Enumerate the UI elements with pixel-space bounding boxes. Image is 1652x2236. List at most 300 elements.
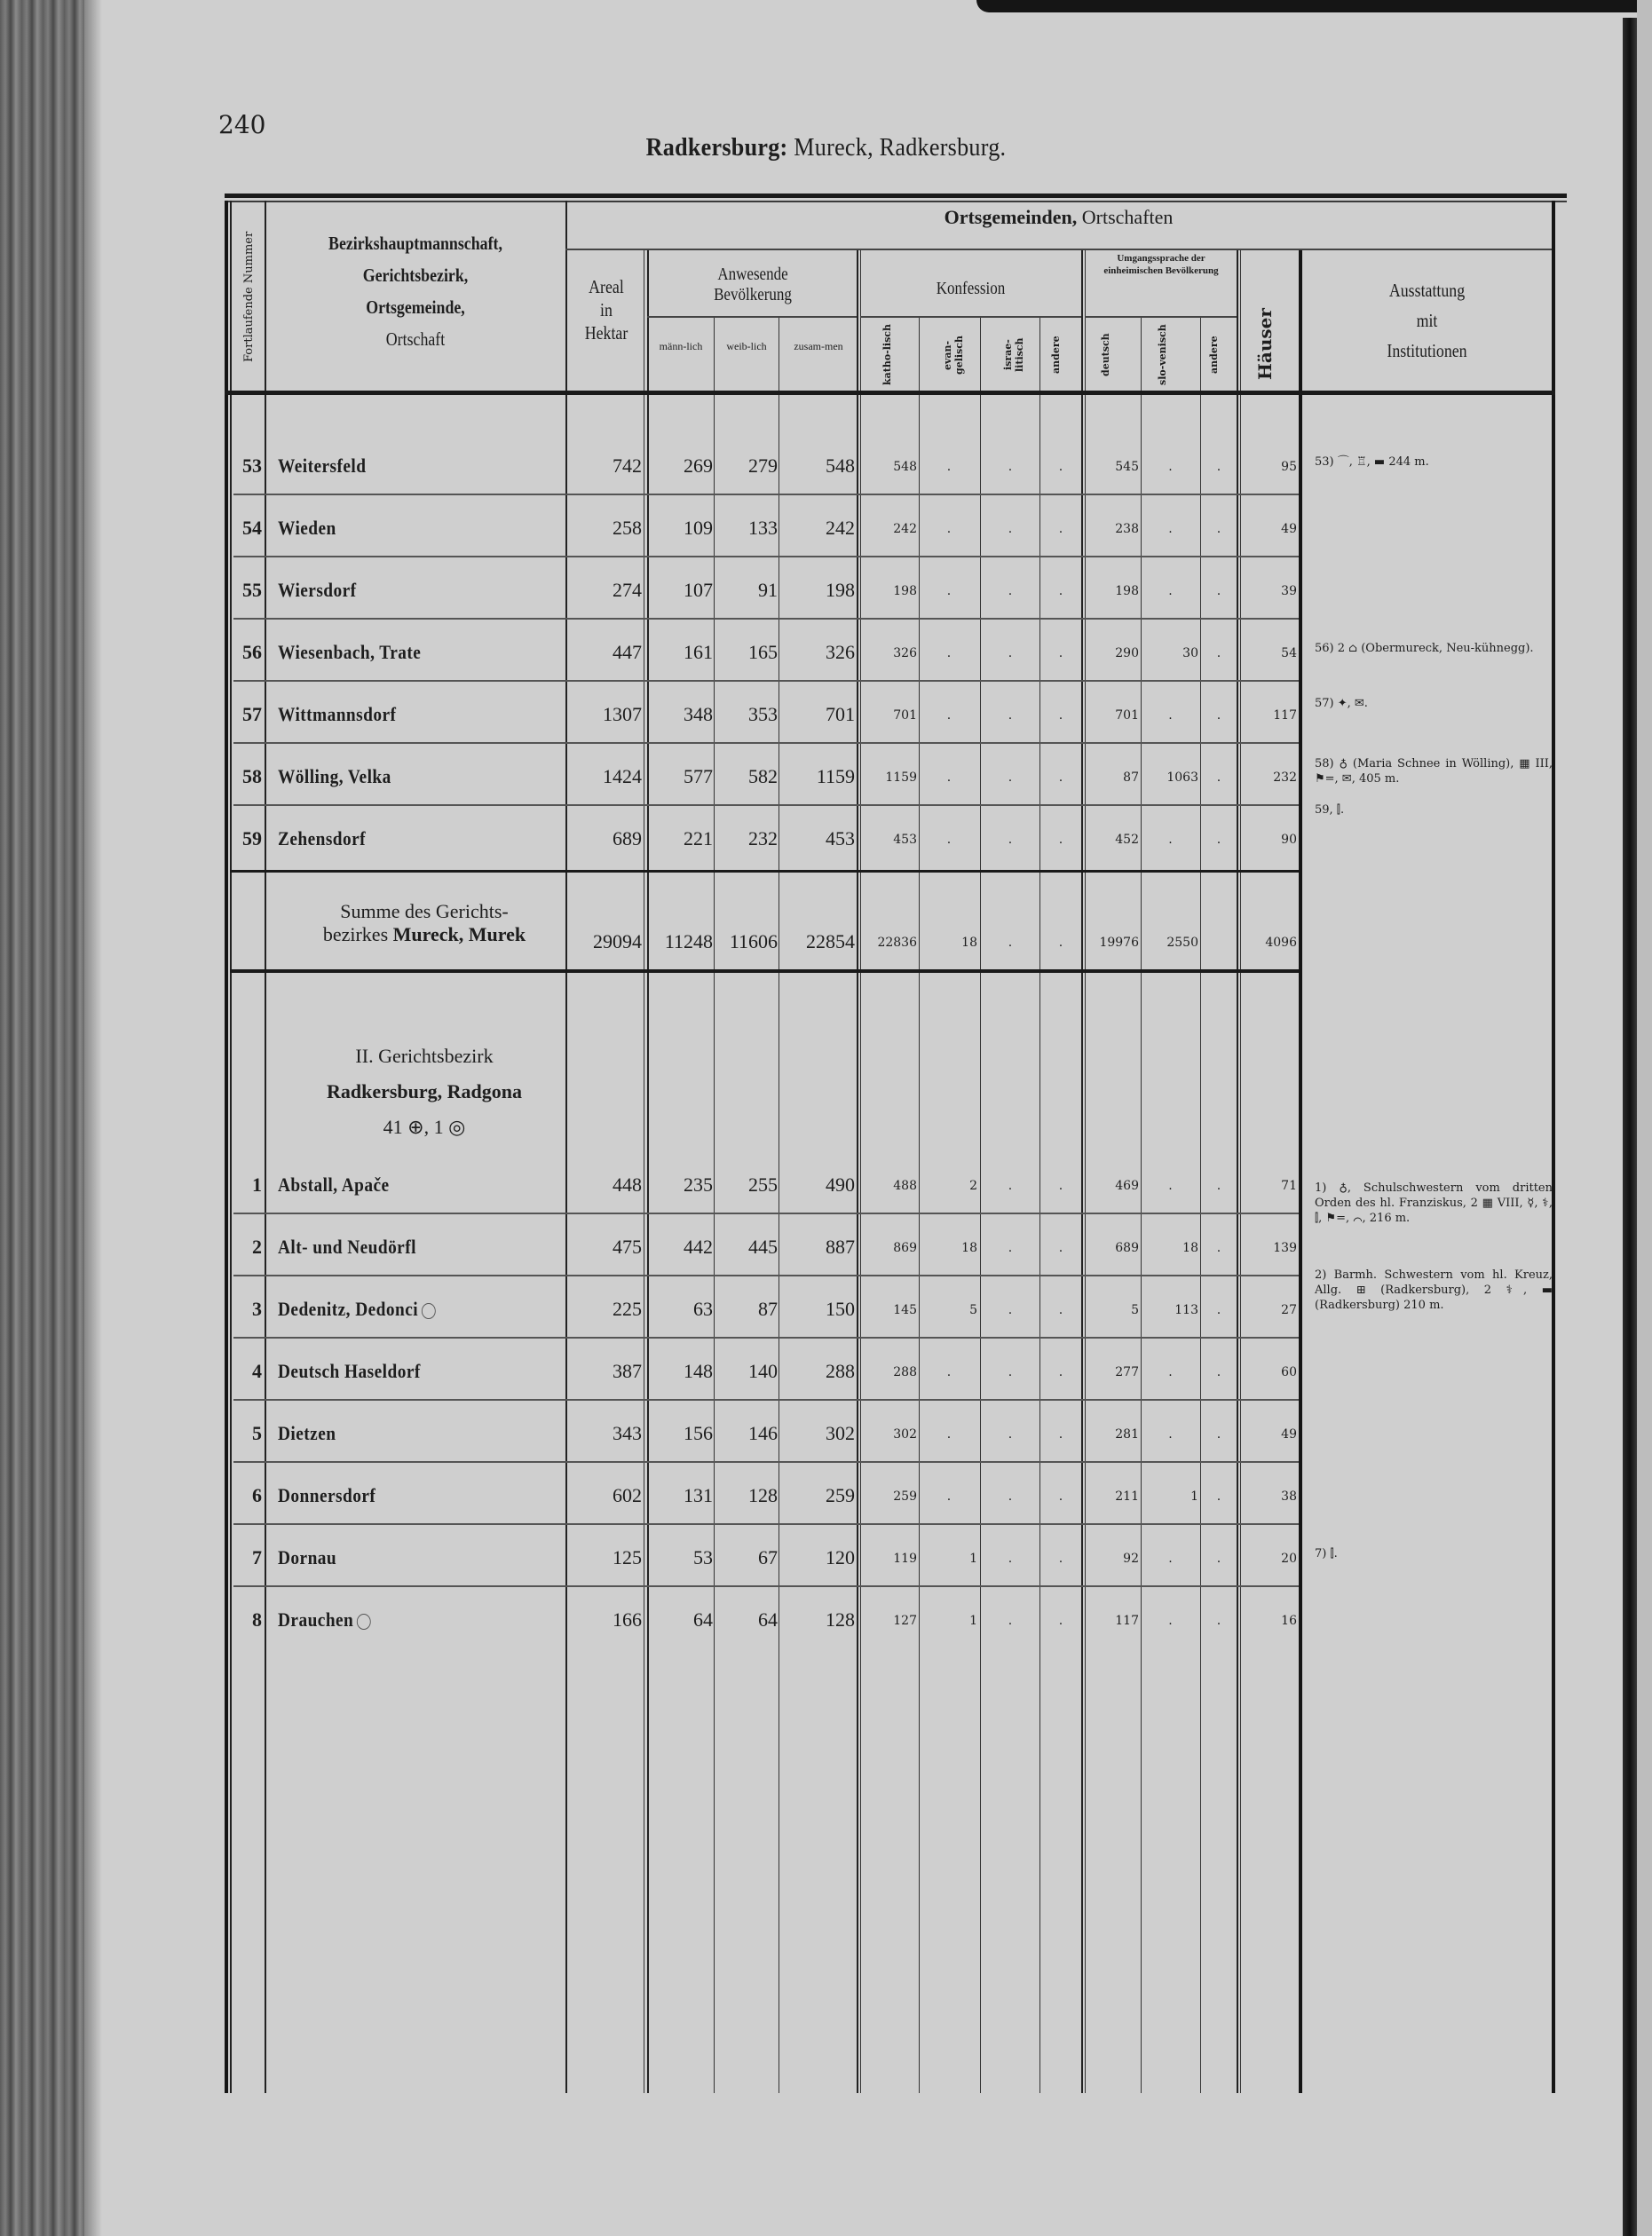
cell-areal: 1307 bbox=[603, 703, 642, 725]
cell-nr: 3 bbox=[252, 1298, 262, 1320]
cell-weiblich: 232 bbox=[748, 827, 778, 849]
cell-andere-konfession: . bbox=[1058, 584, 1063, 598]
cell-maennlich: 577 bbox=[684, 765, 713, 787]
cell-weiblich: 279 bbox=[748, 454, 778, 477]
cell-deutsch: 290 bbox=[1115, 646, 1139, 660]
header-rule bbox=[1085, 316, 1237, 318]
summe-andere-konfession: . bbox=[1058, 936, 1063, 950]
cell-slovenisch: 1063 bbox=[1166, 770, 1198, 785]
summe-slovenisch: 2550 bbox=[1166, 936, 1198, 950]
cell-maennlich: 156 bbox=[684, 1422, 713, 1444]
place-name: Wölling, Velka bbox=[278, 765, 391, 787]
cell-nr: 7 bbox=[252, 1546, 262, 1568]
cell-evangelisch: . bbox=[946, 708, 952, 723]
cell-evangelisch: . bbox=[946, 460, 952, 474]
cell-weiblich: 67 bbox=[758, 1546, 778, 1568]
cell-name bbox=[278, 1236, 535, 1262]
cell-deutsch: 281 bbox=[1115, 1427, 1139, 1442]
cell-maennlich: 269 bbox=[684, 454, 713, 477]
header-group-title bbox=[565, 206, 1552, 228]
cell-haeuser: 20 bbox=[1281, 1552, 1297, 1566]
note-59: 59, ⫿. bbox=[1315, 803, 1345, 817]
cell-nr: 58 bbox=[242, 765, 262, 787]
row-rule bbox=[233, 742, 1299, 744]
cell-areal: 225 bbox=[613, 1298, 642, 1320]
note-58: 58) ♁ (Maria Schnee in Wölling), ▦ III, ⚑=, ✉, 405 m. bbox=[1315, 757, 1553, 786]
cell-weiblich: 91 bbox=[758, 579, 778, 601]
cell-maennlich: 53 bbox=[693, 1546, 713, 1568]
cell-slovenisch: 18 bbox=[1182, 1241, 1198, 1255]
cell-weiblich: 165 bbox=[748, 641, 778, 663]
cell-areal: 125 bbox=[613, 1546, 642, 1568]
cell-areal: 742 bbox=[613, 454, 642, 477]
header-israelitisch: israe-litisch bbox=[1002, 337, 1025, 373]
header-maennlich: männ-lich bbox=[659, 340, 703, 352]
summe-andere-sprache bbox=[1202, 936, 1236, 962]
cell-zusammen: 150 bbox=[826, 1298, 855, 1320]
book-binding-edge bbox=[0, 0, 84, 2236]
cell-katholisch: 302 bbox=[893, 1427, 917, 1442]
cell-katholisch: 242 bbox=[893, 522, 917, 536]
cell-maennlich: 442 bbox=[684, 1236, 713, 1258]
cell-evangelisch: 18 bbox=[961, 1241, 977, 1255]
cell-andere-sprache: . bbox=[1216, 1303, 1221, 1317]
row-rule bbox=[233, 556, 1299, 557]
header-evangelisch: evan-gelisch bbox=[942, 336, 965, 375]
section-line: Radkersburg, Radgona bbox=[326, 1080, 523, 1102]
cell-areal: 258 bbox=[613, 517, 642, 539]
cell-deutsch: 701 bbox=[1115, 708, 1139, 723]
cell-deutsch: 689 bbox=[1115, 1241, 1139, 1255]
cell-zusammen: 548 bbox=[826, 454, 855, 477]
binding-shadow bbox=[84, 0, 102, 2236]
header-deutsch: deutsch bbox=[1100, 333, 1111, 377]
cell-maennlich: 235 bbox=[684, 1173, 713, 1196]
section-line: 41 ⊕, 1 ◎ bbox=[383, 1116, 466, 1138]
header-katholisch: katho-lisch bbox=[881, 324, 893, 386]
cell-katholisch: 869 bbox=[893, 1241, 917, 1255]
page-number: 240 bbox=[218, 110, 266, 139]
header-name bbox=[288, 227, 544, 355]
table-row bbox=[225, 559, 1567, 621]
cell-zusammen: 887 bbox=[826, 1236, 855, 1258]
cell-weiblich: 140 bbox=[748, 1360, 778, 1382]
cell-name bbox=[278, 641, 535, 668]
cell-name bbox=[278, 454, 535, 481]
summe-label-plain: bezirkes bbox=[322, 923, 393, 945]
summe-deutsch: 19976 bbox=[1099, 936, 1139, 950]
cell-andere-sprache: . bbox=[1216, 1241, 1221, 1255]
summe-row bbox=[225, 911, 1567, 973]
cell-israelitisch: . bbox=[1008, 584, 1013, 598]
place-name: Donnersdorf bbox=[278, 1484, 376, 1506]
summe-israelitisch: . bbox=[1008, 936, 1013, 950]
cell-andere-konfession: . bbox=[1058, 833, 1063, 847]
cell-haeuser: 95 bbox=[1281, 460, 1297, 474]
cell-haeuser: 27 bbox=[1281, 1303, 1297, 1317]
cell-katholisch: 701 bbox=[893, 708, 917, 723]
cell-israelitisch: . bbox=[1008, 708, 1013, 723]
cell-slovenisch: . bbox=[1168, 833, 1173, 847]
cell-andere-sprache: . bbox=[1216, 1489, 1221, 1504]
note-7: 7) ⫿. bbox=[1315, 1547, 1338, 1560]
place-name: Wiesenbach, Trate bbox=[278, 641, 422, 663]
header-areal bbox=[573, 275, 640, 344]
cell-nr: 54 bbox=[242, 517, 262, 539]
cell-andere-sprache: . bbox=[1216, 1179, 1221, 1193]
header-bottom-rule bbox=[225, 391, 1555, 395]
cell-katholisch: 119 bbox=[893, 1552, 917, 1566]
cell-katholisch: 127 bbox=[893, 1614, 917, 1628]
cell-areal: 274 bbox=[613, 579, 642, 601]
circle-icon bbox=[357, 1614, 371, 1630]
cell-slovenisch: . bbox=[1168, 1427, 1173, 1442]
header-rule bbox=[565, 249, 1552, 250]
cell-zusammen: 701 bbox=[826, 703, 855, 725]
cell-israelitisch: . bbox=[1008, 770, 1013, 785]
cell-andere-konfession: . bbox=[1058, 1489, 1063, 1504]
cell-weiblich: 64 bbox=[758, 1608, 778, 1631]
page-title-district: Radkersburg: bbox=[645, 133, 788, 162]
cell-weiblich: 353 bbox=[748, 703, 778, 725]
cell-evangelisch: . bbox=[946, 1365, 952, 1379]
cell-andere-konfession: . bbox=[1058, 1179, 1063, 1193]
cell-haeuser: 60 bbox=[1281, 1365, 1297, 1379]
cell-name bbox=[278, 517, 535, 543]
header-haeuser: Häuser bbox=[1254, 308, 1276, 381]
cell-israelitisch: . bbox=[1008, 1303, 1013, 1317]
place-name: Alt- und Neudörfl bbox=[278, 1236, 416, 1258]
cell-slovenisch: . bbox=[1168, 1614, 1173, 1628]
cell-andere-sprache: . bbox=[1216, 1552, 1221, 1566]
cell-zusammen: 490 bbox=[826, 1173, 855, 1196]
cell-andere-sprache: . bbox=[1216, 1365, 1221, 1379]
cell-name bbox=[278, 1360, 535, 1387]
section-radkersburg-header bbox=[278, 1039, 571, 1145]
cell-haeuser: 54 bbox=[1281, 646, 1297, 660]
cell-andere-sprache: . bbox=[1216, 522, 1221, 536]
cell-weiblich: 133 bbox=[748, 517, 778, 539]
cell-zusammen: 326 bbox=[826, 641, 855, 663]
cell-haeuser: 39 bbox=[1281, 584, 1297, 598]
cell-maennlich: 221 bbox=[684, 827, 713, 849]
cell-andere-sprache: . bbox=[1216, 708, 1221, 723]
cell-israelitisch: . bbox=[1008, 1427, 1013, 1442]
cell-maennlich: 64 bbox=[693, 1608, 713, 1631]
header-zusammen: zusam-men bbox=[794, 340, 843, 352]
cell-maennlich: 107 bbox=[684, 579, 713, 601]
cell-andere-sprache: . bbox=[1216, 1614, 1221, 1628]
row-rule bbox=[233, 1461, 1299, 1463]
summe-end-rule bbox=[230, 969, 1299, 973]
cell-areal: 387 bbox=[613, 1360, 642, 1382]
cell-nr: 6 bbox=[252, 1484, 262, 1506]
summe-areal: 29094 bbox=[593, 930, 642, 952]
place-name: Wiersdorf bbox=[278, 579, 357, 601]
cell-katholisch: 488 bbox=[893, 1179, 917, 1193]
header-group-title-rest: Ortschaften bbox=[1077, 206, 1174, 228]
table-row bbox=[225, 497, 1567, 559]
cell-andere-konfession: . bbox=[1058, 770, 1063, 785]
cell-haeuser: 71 bbox=[1281, 1179, 1297, 1193]
cell-areal: 475 bbox=[613, 1236, 642, 1258]
cell-andere-konfession: . bbox=[1058, 1427, 1063, 1442]
cell-evangelisch: 1 bbox=[969, 1552, 977, 1566]
cell-evangelisch: . bbox=[946, 584, 952, 598]
cell-andere-konfession: . bbox=[1058, 1552, 1063, 1566]
cell-weiblich: 255 bbox=[748, 1173, 778, 1196]
header-name-line: Ortschaft bbox=[385, 328, 446, 350]
header-areal-line: in bbox=[600, 299, 613, 320]
cell-evangelisch: . bbox=[946, 1427, 952, 1442]
cell-andere-sprache: . bbox=[1216, 584, 1221, 598]
cell-andere-sprache: . bbox=[1216, 770, 1221, 785]
cell-evangelisch: . bbox=[946, 1489, 952, 1504]
place-name: Abstall, Apače bbox=[278, 1173, 390, 1196]
cell-katholisch: 1159 bbox=[885, 770, 917, 785]
cell-zusammen: 128 bbox=[826, 1608, 855, 1631]
table-top-rule-thin bbox=[225, 201, 1567, 202]
cell-deutsch: 277 bbox=[1115, 1365, 1139, 1379]
cell-deutsch: 545 bbox=[1115, 460, 1139, 474]
place-name: Dedenitz, Dedonci bbox=[278, 1298, 419, 1320]
row-rule bbox=[233, 494, 1299, 495]
cell-maennlich: 109 bbox=[684, 517, 713, 539]
section-line: II. Gerichtsbezirk bbox=[355, 1045, 494, 1067]
summe-evangelisch: 18 bbox=[961, 936, 977, 950]
cell-andere-konfession: . bbox=[1058, 522, 1063, 536]
summe-label-line: Summe des Gerichts- bbox=[340, 900, 509, 922]
cell-nr: 8 bbox=[252, 1608, 262, 1631]
cell-evangelisch: . bbox=[946, 770, 952, 785]
row-rule bbox=[233, 1213, 1299, 1214]
cell-maennlich: 161 bbox=[684, 641, 713, 663]
summe-label-bold: Mureck, Murek bbox=[392, 923, 526, 945]
cell-katholisch: 453 bbox=[893, 833, 917, 847]
cell-areal: 689 bbox=[613, 827, 642, 849]
cell-slovenisch: . bbox=[1168, 1552, 1173, 1566]
cell-deutsch: 238 bbox=[1115, 522, 1139, 536]
cell-deutsch: 87 bbox=[1123, 770, 1139, 785]
cell-katholisch: 145 bbox=[893, 1303, 917, 1317]
row-rule bbox=[233, 1585, 1299, 1587]
header-areal-line: Hektar bbox=[584, 322, 628, 344]
cell-israelitisch: . bbox=[1008, 1489, 1013, 1504]
cell-slovenisch: . bbox=[1168, 522, 1173, 536]
next-page-strip bbox=[1637, 0, 1652, 2236]
cell-evangelisch: . bbox=[946, 522, 952, 536]
note-53: 53) ⌒, ♖, ▬ 244 m. bbox=[1315, 455, 1429, 469]
table-row bbox=[225, 683, 1567, 746]
cell-katholisch: 288 bbox=[893, 1365, 917, 1379]
cell-andere-konfession: . bbox=[1058, 1303, 1063, 1317]
cell-slovenisch: 113 bbox=[1174, 1303, 1198, 1317]
cell-nr: 56 bbox=[242, 641, 262, 663]
cell-zusammen: 302 bbox=[826, 1422, 855, 1444]
cell-haeuser: 117 bbox=[1273, 708, 1297, 723]
row-rule bbox=[233, 1337, 1299, 1339]
cell-andere-sprache: . bbox=[1216, 460, 1221, 474]
page-top-edge bbox=[976, 0, 1652, 12]
page-right-edge bbox=[1623, 18, 1637, 2236]
row-rule bbox=[233, 1523, 1299, 1525]
place-name: Dornau bbox=[278, 1546, 337, 1568]
page-title-courts: Mureck, Radkersburg. bbox=[787, 133, 1007, 162]
cell-israelitisch: . bbox=[1008, 1614, 1013, 1628]
cell-nr: 53 bbox=[242, 454, 262, 477]
cell-haeuser: 38 bbox=[1281, 1489, 1297, 1504]
cell-weiblich: 445 bbox=[748, 1236, 778, 1258]
cell-areal: 447 bbox=[613, 641, 642, 663]
page-title bbox=[83, 133, 1569, 162]
summe-haeuser: 4096 bbox=[1265, 936, 1297, 950]
header-name-line: Gerichtsbezirk, bbox=[362, 265, 469, 286]
header-weiblich: weib-lich bbox=[726, 340, 767, 352]
cell-name bbox=[278, 1173, 535, 1200]
header-andere-konfession: andere bbox=[1050, 336, 1062, 375]
cell-andere-konfession: . bbox=[1058, 1241, 1063, 1255]
cell-nr: 57 bbox=[242, 703, 262, 725]
cell-zusammen: 259 bbox=[826, 1484, 855, 1506]
cell-slovenisch: 30 bbox=[1182, 646, 1198, 660]
cell-evangelisch: . bbox=[946, 833, 952, 847]
header-name-line: Ortsgemeinde, bbox=[366, 296, 465, 318]
cell-evangelisch: . bbox=[946, 646, 952, 660]
header-bevoelkerung: Anwesende Bevölkerung bbox=[714, 265, 792, 304]
place-name: Drauchen bbox=[278, 1608, 354, 1631]
header-nr: Fortlaufende Nummer bbox=[242, 231, 256, 362]
cell-haeuser: 90 bbox=[1281, 833, 1297, 847]
cell-maennlich: 131 bbox=[684, 1484, 713, 1506]
cell-maennlich: 348 bbox=[684, 703, 713, 725]
header-rule bbox=[647, 316, 857, 318]
row-rule bbox=[233, 618, 1299, 620]
cell-israelitisch: . bbox=[1008, 1179, 1013, 1193]
cell-israelitisch: . bbox=[1008, 460, 1013, 474]
cell-name bbox=[278, 827, 535, 854]
cell-areal: 1424 bbox=[603, 765, 642, 787]
cell-name bbox=[278, 579, 535, 605]
cell-katholisch: 198 bbox=[893, 584, 917, 598]
cell-israelitisch: . bbox=[1008, 646, 1013, 660]
cell-areal: 448 bbox=[613, 1173, 642, 1196]
table-row bbox=[225, 1402, 1567, 1465]
row-rule bbox=[233, 1399, 1299, 1401]
cell-israelitisch: . bbox=[1008, 522, 1013, 536]
cell-andere-sprache: . bbox=[1216, 833, 1221, 847]
cell-deutsch: 469 bbox=[1115, 1179, 1139, 1193]
cell-israelitisch: . bbox=[1008, 1365, 1013, 1379]
table-row bbox=[225, 1465, 1567, 1527]
table-row bbox=[225, 1340, 1567, 1402]
cell-deutsch: 211 bbox=[1115, 1489, 1139, 1504]
row-rule bbox=[233, 1275, 1299, 1276]
cell-name bbox=[278, 703, 535, 730]
place-name: Wittmannsdorf bbox=[278, 703, 397, 725]
place-name: Dietzen bbox=[278, 1422, 336, 1444]
cell-slovenisch: . bbox=[1168, 1365, 1173, 1379]
cell-slovenisch: . bbox=[1168, 584, 1173, 598]
cell-weiblich: 146 bbox=[748, 1422, 778, 1444]
cell-katholisch: 548 bbox=[893, 460, 917, 474]
header-ausstattung-line: mit bbox=[1416, 310, 1438, 331]
cell-slovenisch: . bbox=[1168, 708, 1173, 723]
header-umgangssprache: Umgangssprache der einheimischen Bevölkerung bbox=[1103, 253, 1219, 276]
cell-andere-konfession: . bbox=[1058, 708, 1063, 723]
cell-andere-sprache: . bbox=[1216, 646, 1221, 660]
place-name: Deutsch Haseldorf bbox=[278, 1360, 421, 1382]
header-areal-line: Areal bbox=[589, 276, 624, 297]
cell-haeuser: 49 bbox=[1281, 522, 1297, 536]
cell-israelitisch: . bbox=[1008, 1552, 1013, 1566]
header-ausstattung-line: Ausstattung bbox=[1388, 280, 1466, 301]
summe-weiblich: 11606 bbox=[729, 930, 778, 952]
note-2: 2) Barmh. Schwestern vom hl. Kreuz, Allg. ⊞ (Radkersburg), 2 ⚕, ▬ (Radkersburg) 210 m. bbox=[1315, 1268, 1553, 1312]
cell-zusammen: 198 bbox=[826, 579, 855, 601]
summe-zusammen: 22854 bbox=[806, 930, 855, 952]
cell-zusammen: 242 bbox=[826, 517, 855, 539]
cell-israelitisch: . bbox=[1008, 833, 1013, 847]
cell-evangelisch: 1 bbox=[969, 1614, 977, 1628]
summe-katholisch: 22836 bbox=[877, 936, 917, 950]
cell-areal: 343 bbox=[613, 1422, 642, 1444]
cell-zusammen: 453 bbox=[826, 827, 855, 849]
row-rule bbox=[233, 680, 1299, 682]
cell-weiblich: 87 bbox=[758, 1298, 778, 1320]
row-rule bbox=[233, 804, 1299, 806]
cell-maennlich: 148 bbox=[684, 1360, 713, 1382]
cell-deutsch: 5 bbox=[1131, 1303, 1139, 1317]
cell-israelitisch: . bbox=[1008, 1241, 1013, 1255]
cell-zusammen: 1159 bbox=[816, 765, 855, 787]
cell-andere-sprache: . bbox=[1216, 1427, 1221, 1442]
place-name: Wieden bbox=[278, 517, 336, 539]
cell-andere-konfession: . bbox=[1058, 646, 1063, 660]
cell-areal: 166 bbox=[613, 1608, 642, 1631]
cell-deutsch: 198 bbox=[1115, 584, 1139, 598]
cell-weiblich: 582 bbox=[748, 765, 778, 787]
place-name: Zehensdorf bbox=[278, 827, 367, 849]
cell-nr: 55 bbox=[242, 579, 262, 601]
cell-name bbox=[278, 1546, 535, 1573]
cell-nr: 5 bbox=[252, 1422, 262, 1444]
cell-areal: 602 bbox=[613, 1484, 642, 1506]
cell-name bbox=[278, 765, 535, 792]
cell-slovenisch: . bbox=[1168, 1179, 1173, 1193]
cell-haeuser: 49 bbox=[1281, 1427, 1297, 1442]
cell-name bbox=[278, 1422, 535, 1449]
statistics-table bbox=[225, 194, 1567, 2093]
cell-andere-konfession: . bbox=[1058, 460, 1063, 474]
cell-katholisch: 259 bbox=[893, 1489, 917, 1504]
cell-name bbox=[278, 1608, 535, 1635]
cell-haeuser: 139 bbox=[1273, 1241, 1297, 1255]
mureck-rows-end-rule bbox=[230, 870, 1299, 873]
circle-icon bbox=[422, 1303, 436, 1319]
cell-slovenisch: . bbox=[1168, 460, 1173, 474]
cell-name bbox=[278, 1298, 535, 1324]
cell-weiblich: 128 bbox=[748, 1484, 778, 1506]
cell-evangelisch: 5 bbox=[969, 1303, 977, 1317]
cell-deutsch: 452 bbox=[1115, 833, 1139, 847]
header-konfession: Konfession bbox=[936, 279, 1006, 298]
cell-haeuser: 232 bbox=[1273, 770, 1297, 785]
cell-deutsch: 92 bbox=[1123, 1552, 1139, 1566]
summe-maennlich: 11248 bbox=[664, 930, 713, 952]
cell-andere-konfession: . bbox=[1058, 1365, 1063, 1379]
cell-katholisch: 326 bbox=[893, 646, 917, 660]
header-ausstattung bbox=[1321, 275, 1533, 366]
